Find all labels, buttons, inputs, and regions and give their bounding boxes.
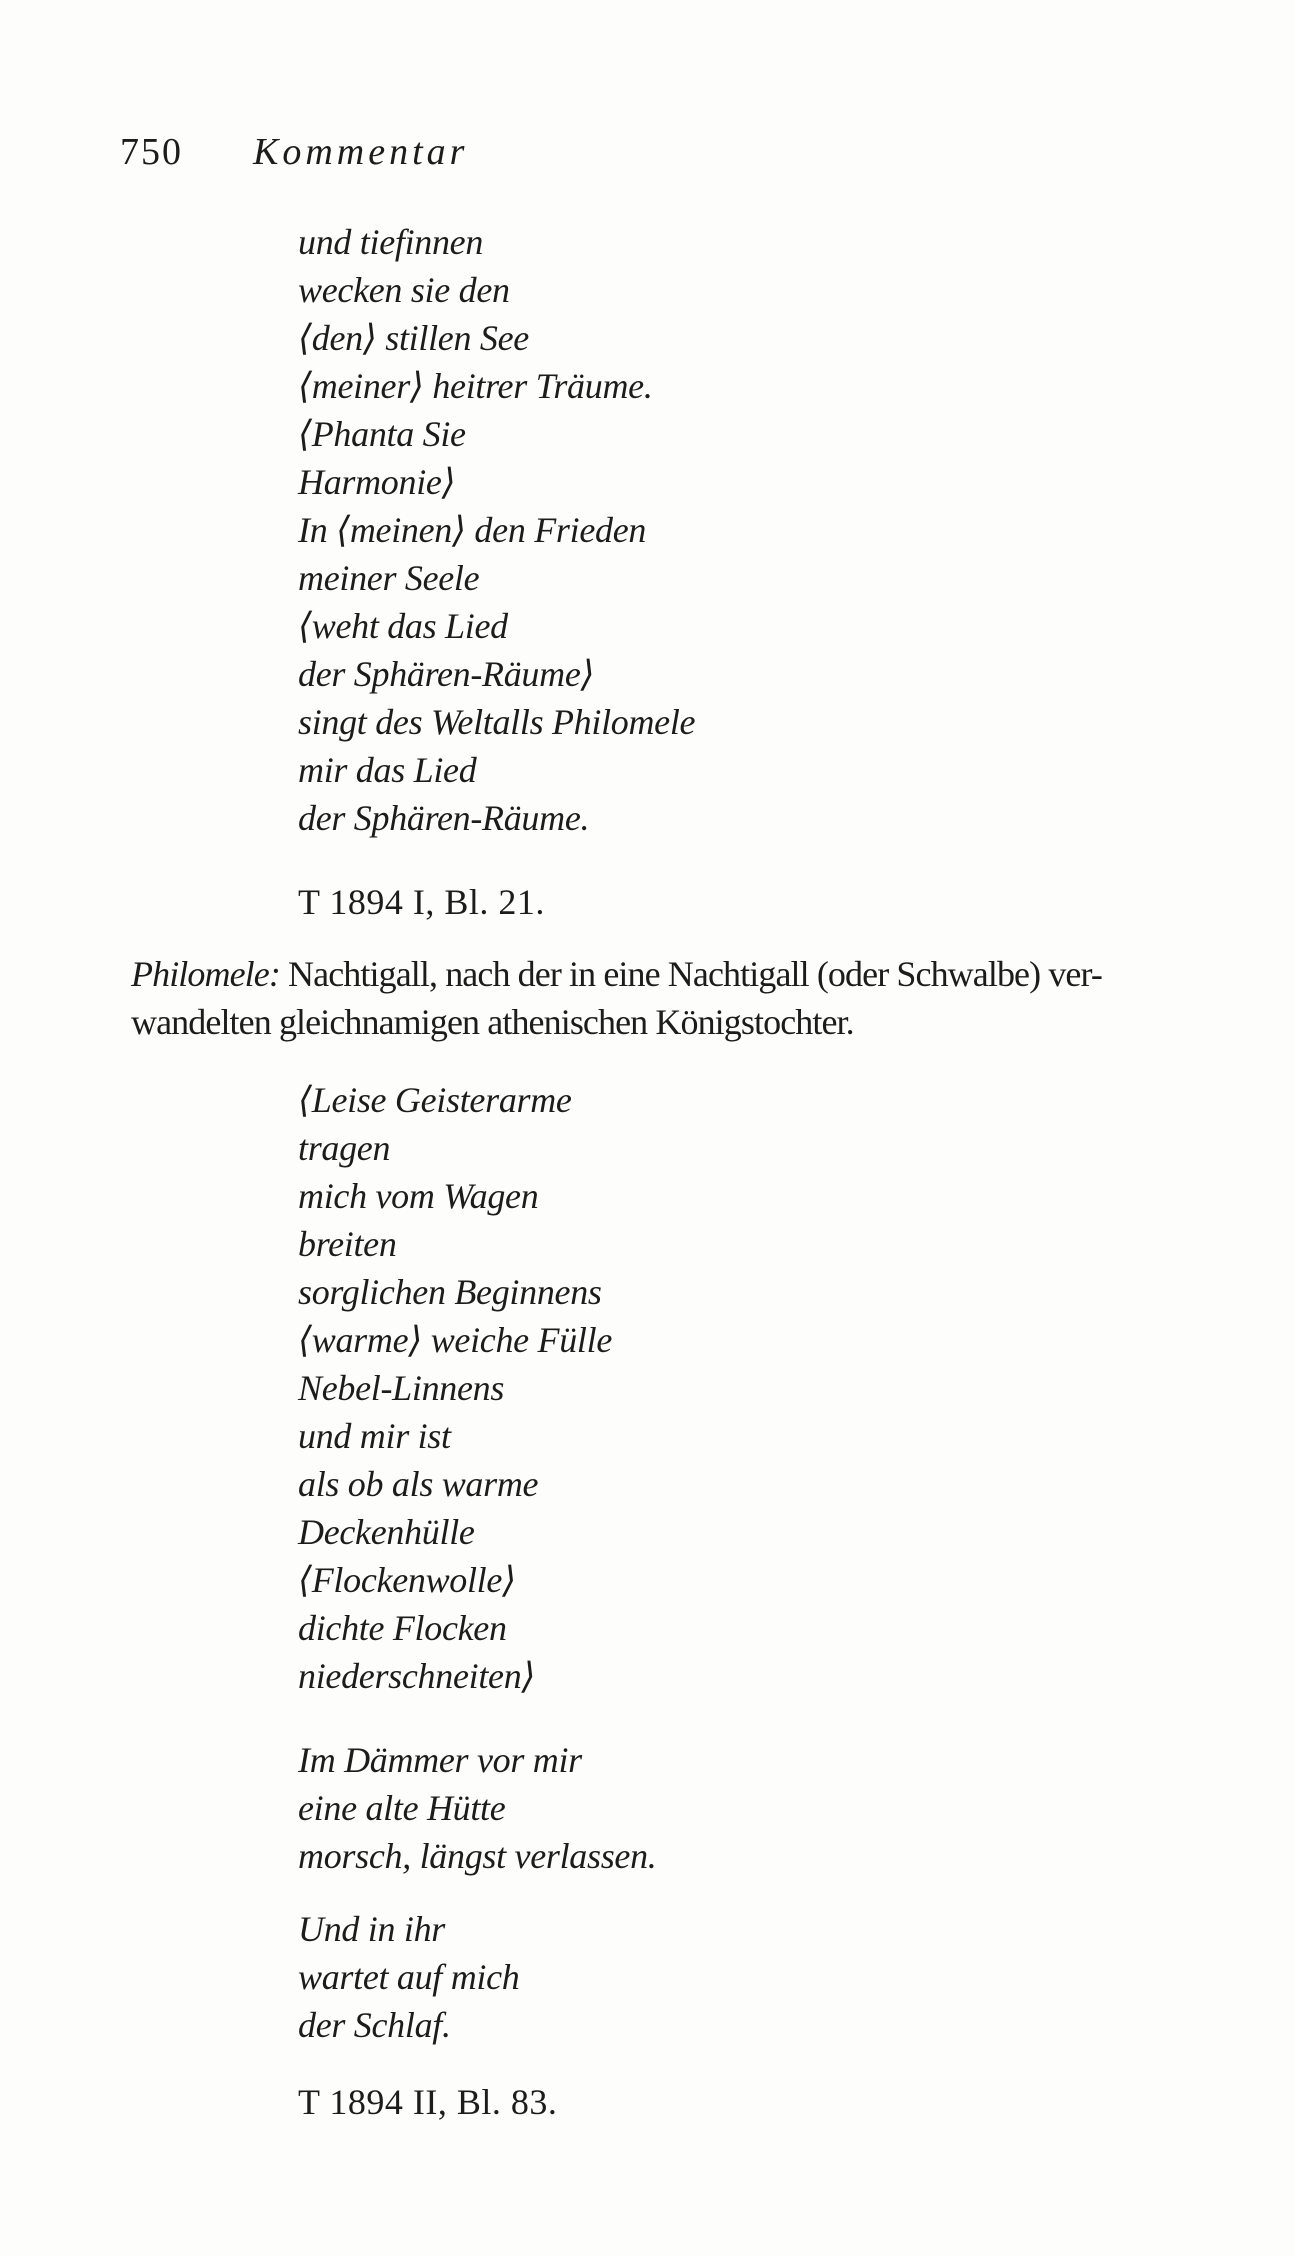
page-number: 750	[120, 131, 183, 173]
poem-line: als ob als warme	[298, 1464, 539, 1504]
running-head: Kommentar	[253, 131, 469, 173]
poem-line: Deckenhülle	[298, 1512, 475, 1552]
poem-line: mich vom Wagen	[298, 1176, 539, 1216]
poem-line: ⟨den⟩ stillen See	[298, 318, 529, 358]
poem-excerpt-1	[298, 218, 695, 842]
poem-line: Harmonie⟩	[298, 462, 456, 502]
poem-line: morsch, längst verlassen.	[298, 1836, 657, 1876]
poem-line: Im Dämmer vor mir	[298, 1740, 582, 1780]
commentary-lemma: Philomele:	[131, 954, 280, 994]
source-reference-2: T 1894 II, Bl. 83.	[298, 2082, 558, 2122]
commentary-line-1-text: Nachtigall, nach der in eine Nachtigall (oder Schwalbe) ver-	[279, 954, 1102, 994]
commentary-entry	[131, 951, 1102, 1046]
poem-line: dichte Flocken	[298, 1608, 507, 1648]
commentary-line-1	[131, 951, 1102, 999]
poem-excerpt-2	[298, 1076, 656, 2049]
poem-line: niederschneiten⟩	[298, 1656, 536, 1696]
poem-line: eine alte Hütte	[298, 1788, 506, 1828]
poem-line: ⟨weht das Lied	[298, 606, 508, 646]
source-reference-1: T 1894 I, Bl. 21.	[298, 882, 545, 922]
poem-line: Und in ihr	[298, 1909, 446, 1949]
poem-1-stanza-1	[298, 218, 695, 842]
poem-line: ⟨Leise Geisterarme	[298, 1080, 572, 1120]
poem-line: ⟨warme⟩ weiche Fülle	[298, 1320, 613, 1360]
poem-line: Nebel-Linnens	[298, 1368, 505, 1408]
poem-2-stanza-3	[298, 1905, 656, 2049]
poem-line: und tiefinnen	[298, 222, 484, 262]
page-header	[0, 128, 1294, 176]
poem-line: wecken sie den	[298, 270, 510, 310]
poem-line: mir das Lied	[298, 750, 477, 790]
poem-2-stanza-2	[298, 1736, 656, 1880]
poem-line: In ⟨meinen⟩ den Frieden	[298, 510, 647, 550]
poem-line: sorglichen Beginnens	[298, 1272, 602, 1312]
poem-line: der Schlaf.	[298, 2005, 451, 2045]
commentary-line-2: wandelten gleichnamigen athenischen Königstochter.	[131, 1001, 854, 1042]
poem-line: tragen	[298, 1128, 391, 1168]
poem-line: breiten	[298, 1224, 397, 1264]
poem-line: wartet auf mich	[298, 1957, 520, 1997]
poem-line: ⟨meiner⟩ heitrer Träume.	[298, 366, 653, 406]
poem-line: ⟨Phanta Sie	[298, 414, 466, 454]
poem-line: meiner Seele	[298, 558, 480, 598]
poem-line: der Sphären-Räume⟩	[298, 654, 595, 694]
poem-line: der Sphären-Räume.	[298, 798, 590, 838]
poem-line: singt des Weltalls Philomele	[298, 702, 696, 742]
poem-line: ⟨Flockenwolle⟩	[298, 1560, 516, 1600]
poem-line: und mir ist	[298, 1416, 451, 1456]
poem-2-stanza-1	[298, 1076, 656, 1700]
